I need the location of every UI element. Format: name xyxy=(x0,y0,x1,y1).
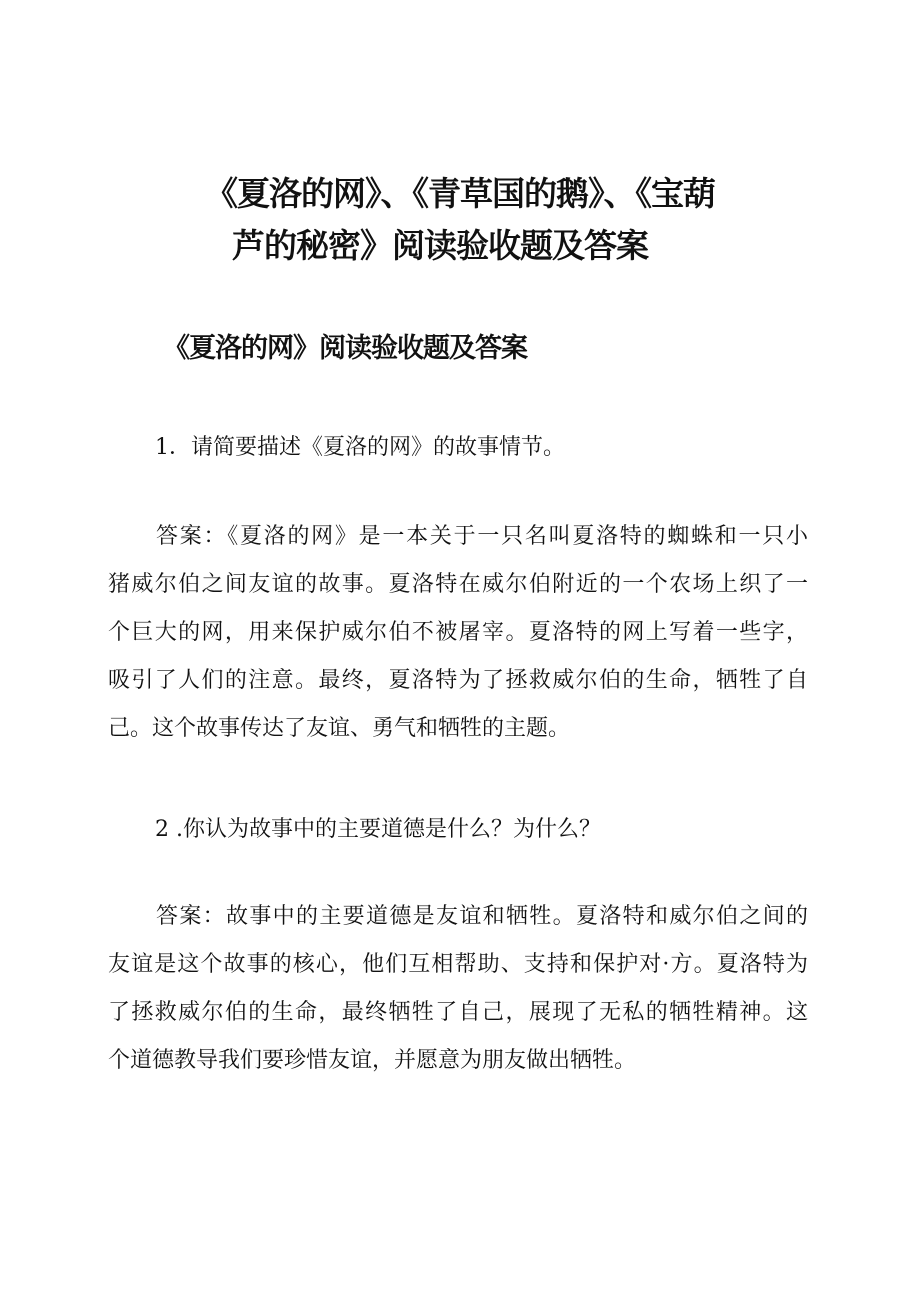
answer-2-line-2: 友谊是这个故事的核心，他们互相帮助、支持和保护对·方。夏洛特为 xyxy=(108,952,808,977)
question-1: 1．请简要描述《夏洛的网》的故事情节。 xyxy=(155,435,565,460)
answer-2-line-4: 个道德教导我们要珍惜友谊，并愿意为朋友做出牺牲。 xyxy=(108,1048,637,1073)
answer-1-line-2: 猪威尔伯之间友谊的故事。夏洛特在威尔伯附近的一个农场上织了一 xyxy=(108,572,808,597)
answer-1-line-3: 个巨大的网，用来保护威尔伯不被屠宰。夏洛特的网上写着一些字， xyxy=(108,620,808,645)
section-title: 《夏洛的网》阅读验收题及答案 xyxy=(163,333,527,364)
answer-1-line-5: 己。这个故事传达了友谊、勇气和牺牲的主题。 xyxy=(108,716,571,741)
document-title-line-1: 《夏洛的网》、《青草国的鹅》、《宝葫 xyxy=(205,174,715,213)
answer-1-line-4: 吸引了人们的注意。最终，夏洛特为了拯救威尔伯的生命，牺牲了自 xyxy=(108,668,808,693)
document-title-line-2: 芦的秘密》阅读验收题及答案 xyxy=(232,226,648,265)
question-2: 2 .你认为故事中的主要道德是什么？为什么？ xyxy=(155,817,601,842)
answer-2-line-1: 答案：故事中的主要道德是友谊和牺牲。夏洛特和威尔伯之间的 xyxy=(156,904,808,929)
answer-2 xyxy=(108,893,808,1085)
answer-2-line-3: 了拯救威尔伯的生命，最终牺牲了自己，展现了无私的牺牲精神。这 xyxy=(108,1000,808,1025)
answer-1-line-1: 答案：《夏洛的网》是一本关于一只名叫夏洛特的蜘蛛和一只小 xyxy=(156,524,808,549)
answer-1 xyxy=(108,513,808,753)
